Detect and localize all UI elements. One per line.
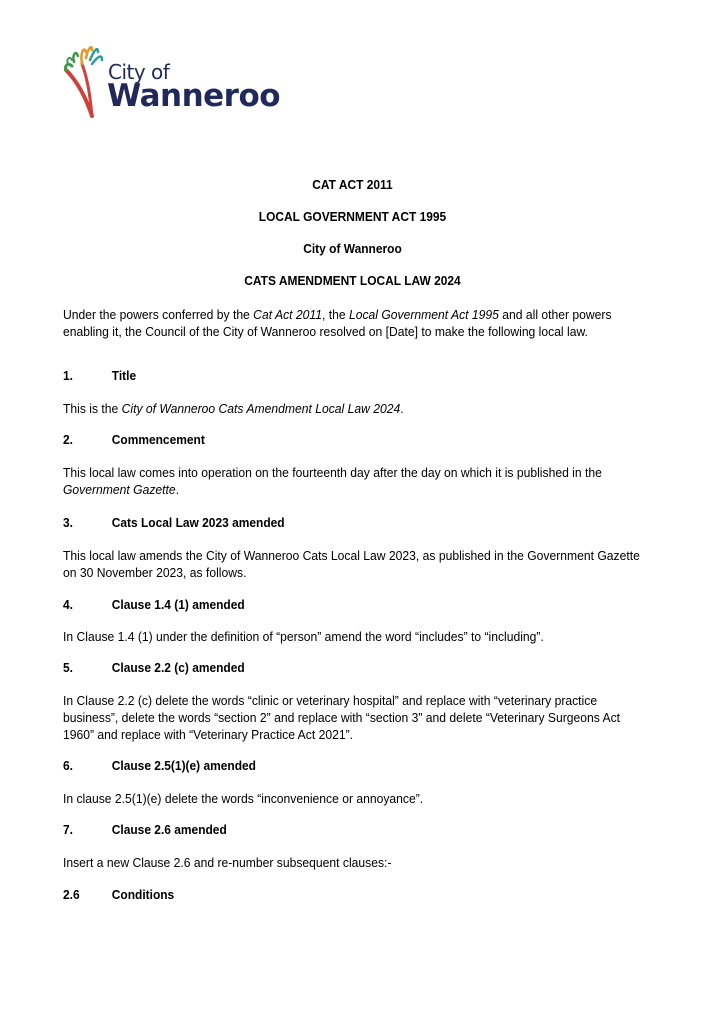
intro-text-3: and all other powers enabling it, the Council of the City of Wanneroo resolved on [Date] to make the following local law. bbox=[63, 307, 612, 339]
section-number: 6. bbox=[63, 758, 73, 773]
section-body-text: . bbox=[400, 401, 404, 416]
section-body-2 bbox=[63, 464, 652, 498]
local-law-title: CATS AMENDMENT LOCAL LAW 2024 bbox=[244, 273, 461, 288]
section-title: Clause 2.5(1)(e) amended bbox=[111, 758, 256, 773]
section-body-3: This local law amends the City of Wanneroo Cats Local Law 2023, as published in the Government Gazette on 30 November 2023, as follows. bbox=[63, 548, 640, 580]
section-title: Clause 2.6 amended bbox=[111, 822, 227, 837]
intro-text-1: Under the powers conferred by the bbox=[63, 307, 254, 322]
act-title-cat-act: CAT ACT 2011 bbox=[312, 177, 393, 192]
section-body-italic: Government Gazette bbox=[63, 482, 176, 497]
section-number: 1. bbox=[63, 368, 73, 383]
clause-number: 2.6 bbox=[63, 887, 80, 902]
section-heading-6 bbox=[63, 758, 256, 773]
logo-text-city-of: City of bbox=[108, 60, 170, 84]
section-title: Title bbox=[111, 368, 137, 383]
section-heading-1 bbox=[63, 368, 136, 383]
section-body-text: This is the bbox=[63, 401, 122, 416]
clause-heading-2-6 bbox=[63, 887, 174, 902]
section-heading-2 bbox=[63, 432, 205, 447]
kangaroo-paw-logo-icon bbox=[62, 40, 110, 118]
section-body-4: In Clause 1.4 (1) under the definition of “person” amend the word “includes” to “including”. bbox=[63, 629, 544, 644]
section-body-text: This local law comes into operation on the fourteenth day after the day on which it is published in the bbox=[63, 465, 602, 480]
section-number: 4. bbox=[63, 597, 73, 612]
section-heading-4 bbox=[63, 597, 245, 612]
intro-italic-cat-act: Cat Act 2011 bbox=[253, 307, 322, 322]
section-title: Cats Local Law 2023 amended bbox=[111, 515, 285, 530]
section-title: Clause 2.2 (c) amended bbox=[111, 660, 245, 675]
section-number: 5. bbox=[63, 660, 73, 675]
section-body-text: . bbox=[175, 482, 180, 497]
intro-text-2: , the bbox=[321, 307, 349, 322]
section-number: 7. bbox=[63, 822, 73, 837]
clause-title: Conditions bbox=[111, 887, 175, 902]
section-number: 2. bbox=[63, 432, 73, 447]
section-heading-7 bbox=[63, 822, 227, 837]
section-heading-5 bbox=[63, 660, 245, 675]
section-body-1 bbox=[63, 400, 652, 417]
section-heading-3 bbox=[63, 515, 285, 530]
section-title: Clause 1.4 (1) amended bbox=[111, 597, 245, 612]
section-body-italic: City of Wanneroo Cats Amendment Local Law 2024 bbox=[121, 401, 401, 416]
city-title: City of Wanneroo bbox=[303, 241, 402, 256]
section-body-6: In clause 2.5(1)(e) delete the words “inconvenience or annoyance”. bbox=[63, 791, 424, 806]
city-of-wanneroo-logo bbox=[62, 40, 281, 120]
section-body-7: Insert a new Clause 2.6 and re-number subsequent clauses:- bbox=[63, 855, 392, 870]
section-body-5: In Clause 2.2 (c) delete the words “clinic or veterinary hospital” and replace with “veterinary practice business”, delete the words “section 2” and replace with “section 3” and delete “Veterinary Surgeons Act 1960” and replace with “Veterinary Practice Act 2021”. bbox=[63, 693, 621, 742]
logo-text-wanneroo: Wanneroo bbox=[107, 78, 281, 114]
section-title: Commencement bbox=[111, 432, 205, 447]
intro-italic-lg-act: Local Government Act 1995 bbox=[348, 307, 499, 322]
act-title-local-government-act: LOCAL GOVERNMENT ACT 1995 bbox=[258, 209, 447, 224]
section-number: 3. bbox=[63, 515, 73, 530]
intro-paragraph bbox=[63, 306, 652, 340]
